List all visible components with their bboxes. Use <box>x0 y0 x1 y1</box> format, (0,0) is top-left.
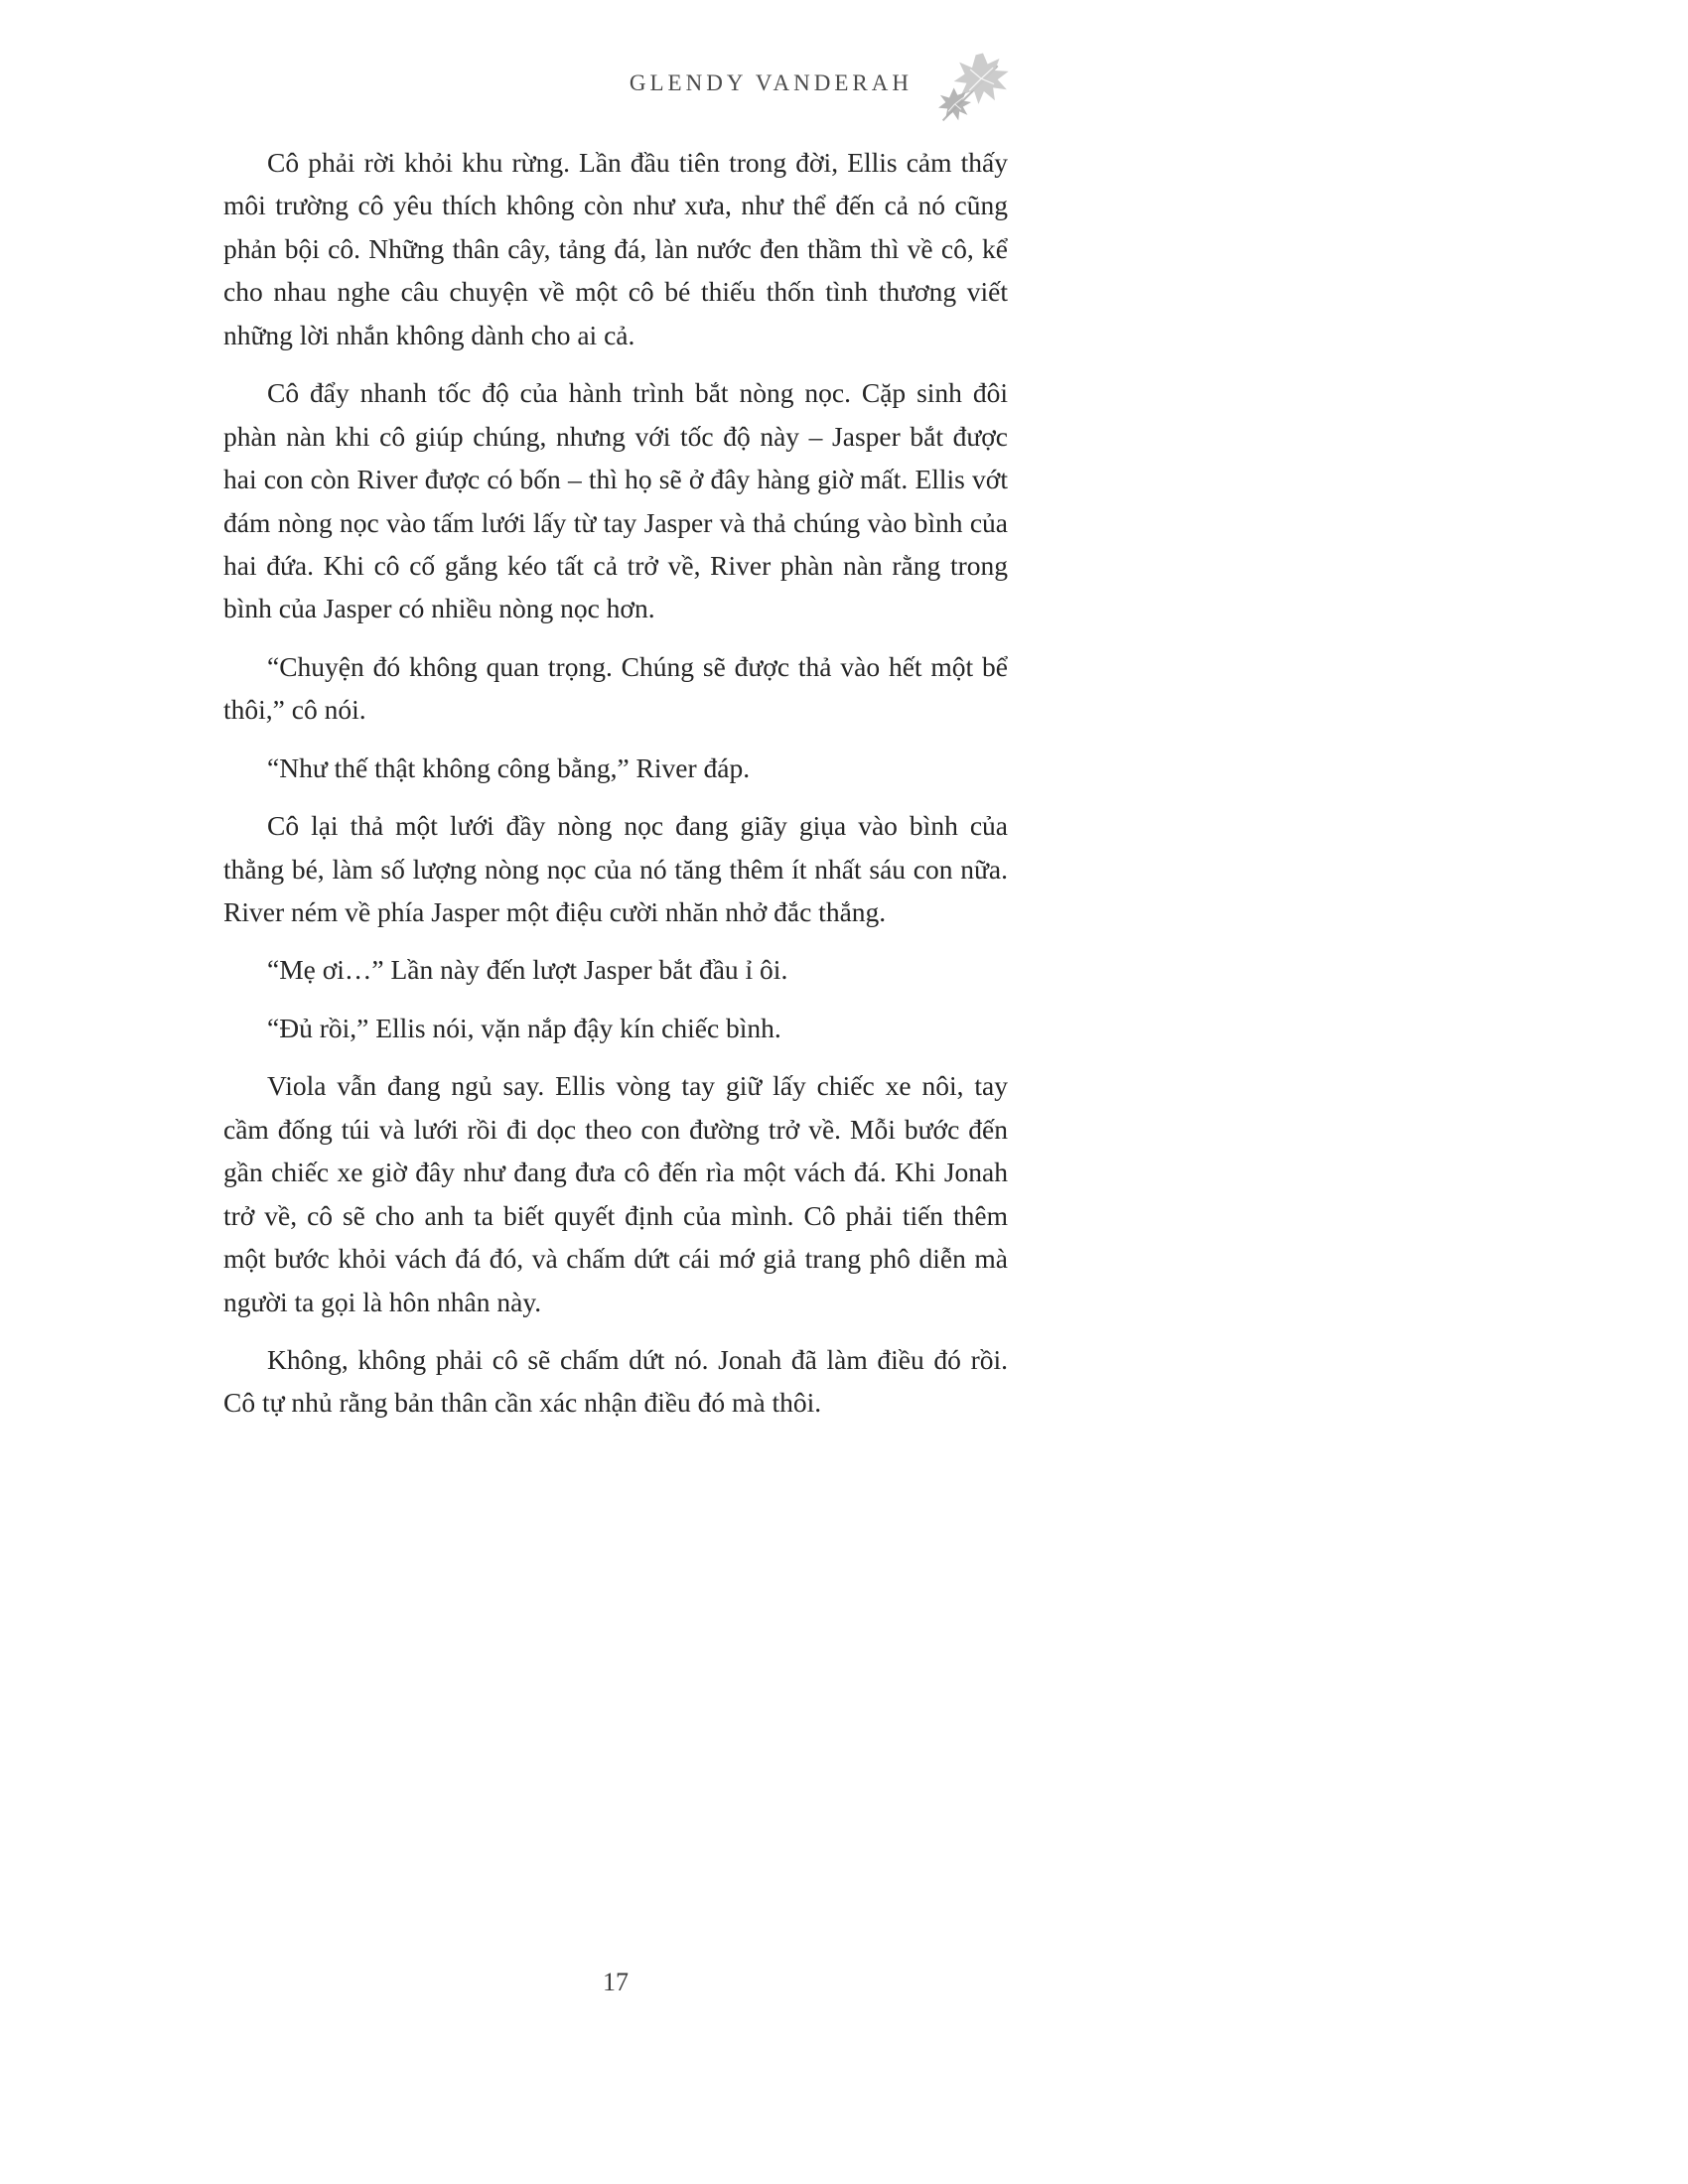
page-number: 17 <box>603 1968 629 1996</box>
paragraph: Cô đẩy nhanh tốc độ của hành trình bắt nòng nọc. Cặp sinh đôi phàn nàn khi cô giúp chúng, nhưng với tốc độ này – Jasper bắt được hai con còn River được có bốn – thì họ sẽ ở đây hàng giờ mất. Ellis vớt đám nòng nọc vào tấm lưới lấy từ tay Jasper và thả chúng vào bình của hai đứa. Khi cô cố gắng kéo tất cả trở về, River phàn nàn rằng trong bình của Jasper có nhiều nòng nọc hơn. <box>223 377 1008 624</box>
author-name: GLENDY VANDERAH <box>629 70 913 95</box>
page-header <box>223 48 1018 125</box>
paragraph: Cô lại thả một lưới đầy nòng nọc đang giãy giụa vào bình của thằng bé, làm số lượng nòng nọc của nó tăng thêm ít nhất sáu con nữa. River ném về phía Jasper một điệu cười nhăn nhở đắc thắng. <box>223 810 1008 927</box>
page-footer <box>223 1968 1008 1997</box>
paragraph: “Mẹ ơi…” Lần này đến lượt Jasper bắt đầu ỉ ôi. <box>267 954 788 986</box>
paragraph: Viola vẫn đang ngủ say. Ellis vòng tay giữ lấy chiếc xe nôi, tay cầm đống túi và lưới rồi đi dọc theo con đường trở về. Mỗi bước đến gần chiếc xe giờ đây như đang đưa cô đến rìa một vách đá. Khi Jonah trở về, cô sẽ cho anh ta biết quyết định của mình. Cô phải tiến thêm một bước khỏi vách đá đó, và chấm dứt cái mớ giả trang phô diễn mà người ta gọi là hôn nhân này. <box>223 1070 1008 1317</box>
paragraph: Không, không phải cô sẽ chấm dứt nó. Jonah đã làm điều đó rồi. Cô tự nhủ rằng bản thân cần xác nhận điều đó mà thôi. <box>223 1343 1008 1419</box>
body-text <box>223 141 1008 1439</box>
paragraph: Cô phải rời khỏi khu rừng. Lần đầu tiên trong đời, Ellis cảm thấy môi trường cô yêu thích không còn như xưa, như thể đến cả nó cũng phản bội cô. Những thân cây, tảng đá, làn nước đen thầm thì về cô, kể cho nhau nghe câu chuyện về một cô bé thiếu thốn tình thương viết những lời nhắn không dành cho ai cả. <box>223 147 1008 350</box>
paragraph: “Chuyện đó không quan trọng. Chúng sẽ được thả vào hết một bể thôi,” cô nói. <box>223 650 1008 726</box>
paragraph: “Như thế thật không công bằng,” River đáp. <box>267 751 751 783</box>
leaves-ornament-icon <box>926 48 1018 125</box>
paragraph: “Đủ rồi,” Ellis nói, vặn nắp đậy kín chiếc bình. <box>267 1012 781 1043</box>
